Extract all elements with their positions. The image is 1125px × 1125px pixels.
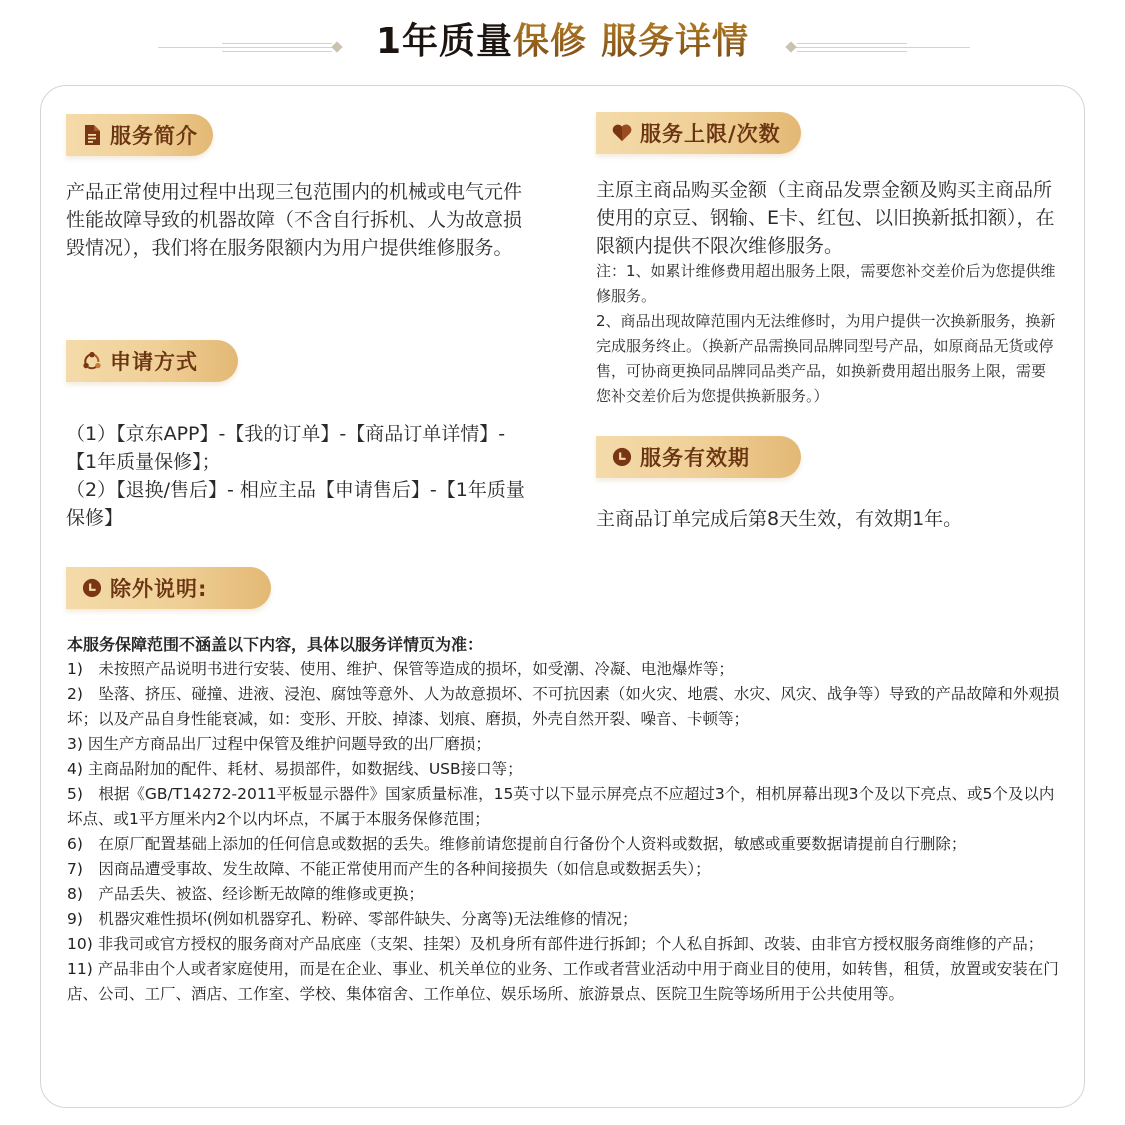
exclusion-item: 1) 未按照产品说明书进行安装、使用、维护、保管等造成的损坏，如受潮、冷凝、电池爆炸等； — [67, 660, 734, 678]
exclusions-list — [67, 632, 1062, 1007]
title-decoration-left — [158, 43, 343, 53]
exclusion-item: 2) 坠落、挤压、碰撞、进液、浸泡、腐蚀等意外、人为故意损坏、不可抗因素（如火灾、地震、水灾、风灾、战争等）导致的产品故障和外观损坏；以及产品自身性能衰减，如：变形、开胶、掉漆、划痕、磨损，外壳自然开裂、噪音、卡顿等； — [67, 685, 1060, 728]
clock-icon — [612, 447, 632, 467]
section-title-exclusions: 除外说明: — [110, 577, 208, 601]
page-title — [376, 13, 749, 64]
document-icon — [82, 125, 102, 145]
title-dark-part: 1年质量 — [375, 20, 514, 62]
section-header-limit — [596, 112, 801, 154]
exclusion-item: 8) 产品丢失、被盗、经诊断无故障的维修或更换； — [67, 885, 424, 903]
validity-text: 主商品订单完成后第8天生效，有效期1年。 — [596, 508, 963, 530]
section-title-apply: 申请方式 — [110, 350, 198, 374]
section-title-intro: 服务简介 — [110, 124, 198, 148]
section-header-exclusions — [66, 567, 271, 609]
exclusion-item: 11) 产品非由个人或者家庭使用，而是在企业、事业、机关单位的业务、工作或者营业活动中用于商业目的使用，如转售，租赁，放置或安装在门店、公司、工厂、酒店、工作室、学校、集体宿舍、工作单位、娱乐场所、旅游景点、医院卫生院等场所用于公共使用等。 — [67, 960, 1059, 1003]
limit-note-1: 注：1、如累计维修费用超出服务上限，需要您补交差价后为您提供维修服务。 — [596, 262, 1056, 305]
exclusions-heading: 本服务保障范围不涵盖以下内容，具体以服务详情页为准： — [67, 635, 484, 654]
exclusion-item: 7) 因商品遭受事故、发生故障、不能正常使用而产生的各种间接损失（如信息或数据丢失）； — [67, 860, 711, 878]
exclusion-item: 4) 主商品附加的配件、耗材、易损部件，如数据线、USB接口等； — [67, 760, 523, 778]
apply-step-1: （1）【京东APP】-【我的订单】-【商品订单详情】-【1年质量保修】； — [66, 423, 506, 473]
limit-note-2: 2、商品出现故障范围内无法维修时，为用户提供一次换新服务，换新完成服务终止。（换新产品需换同品牌同型号产品，如原商品无货或停售，可协商更换同品牌同品类产品，如换新费用超出服务上限，需要您补交差价后为您提供换新服务。） — [596, 312, 1056, 405]
exclusion-item: 5) 根据《GB/T14272-2011平板显示器件》国家质量标准，15英寸以下显示屏亮点不应超过3个，相机屏幕出现3个及以下亮点、或5个及以内坏点、或1平方厘米内2个以内坏点，不属于本服务保修范围； — [67, 785, 1055, 828]
intro-text: 产品正常使用过程中出现三包范围内的机械或电气元件性能故障导致的机器故障（不含自行拆机、人为故意损毁情况），我们将在服务限额内为用户提供维修服务。 — [66, 181, 523, 259]
section-title-validity: 服务有效期 — [640, 446, 750, 470]
section-header-validity — [596, 436, 801, 478]
exclusion-item: 6) 在原厂配置基础上添加的任何信息或数据的丢失。维修前请您提前自行备份个人资料或数据，敏感或重要数据请提前自行删除； — [67, 835, 967, 853]
exclusion-item: 9) 机器灾难性损坏(例如机器穿孔、粉碎、零部件缺失、分离等)无法维修的情况； — [67, 910, 638, 928]
exclusion-item: 3) 因生产方商品出厂过程中保管及维护问题导致的出厂磨损； — [67, 735, 491, 753]
apply-step-2: （2）【退换/售后】- 相应主品【申请售后】-【1年质量保修】 — [66, 479, 525, 529]
page-title-row — [0, 10, 1125, 66]
section-header-apply — [66, 340, 238, 382]
heart-icon — [612, 123, 632, 143]
title-gold-part-2: 服务详情 — [601, 20, 750, 62]
clock-icon — [82, 578, 102, 598]
section-title-limit: 服务上限/次数 — [640, 122, 781, 146]
exclusion-item: 10) 非我司或官方授权的服务商对产品底座（支架、挂架）及机身所有部件进行拆卸；个人私自拆卸、改装、由非官方授权服务商维修的产品； — [67, 935, 1044, 953]
title-decoration-right — [785, 43, 970, 53]
share-nodes-icon — [82, 351, 102, 371]
section-header-intro — [66, 114, 213, 156]
title-gold-part-1: 保修 — [513, 20, 588, 62]
limit-text: 主原主商品购买金额（主商品发票金额及购买主商品所使用的京豆、钢输、E卡、红包、以旧换新抵扣额），在限额内提供不限次维修服务。 — [596, 179, 1055, 257]
